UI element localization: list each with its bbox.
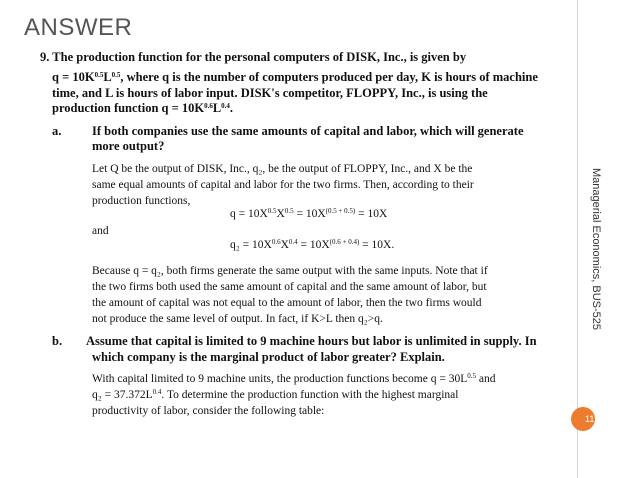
problem-line-1: 9. The production function for the personal computers of DISK, Inc., is given by: [40, 50, 467, 64]
part-b-question-2: which company is the marginal product of labor greater? Explain.: [92, 350, 445, 364]
part-a-text-2: same equal amounts of capital and labor for the two firms. Then, according to their: [92, 179, 474, 191]
part-a-result-4: not produce the same level of output. In fact, if K>L then q₂>q.: [92, 313, 383, 325]
problem-line-2: $q = 10K^{0.5}L^{0.5}$, where q is the number of computers produced per day, K is hours of machine: [52, 70, 538, 84]
part-a-result-2: the two firms both used the same amount of capital and the same amount of labor, but: [92, 281, 487, 293]
part-a-and: and: [92, 225, 109, 237]
divider-line: [577, 0, 578, 478]
slide-title: ANSWER: [24, 14, 133, 41]
part-a-result-1: Because q = q₂, both firms generate the same output with the same inputs. Note that if: [92, 265, 488, 277]
part-b-label: b.: [52, 334, 63, 348]
part-a-text-1: Let Q be the output of DISK, Inc., q₂, be the output of FLOPPY, Inc., and X be the: [92, 163, 473, 175]
part-a-label: a.: [52, 124, 62, 138]
problem-line-4: production function $q = 10K^{0.6}L^{0.4}$.: [52, 101, 234, 115]
page-number-badge: 11: [571, 407, 595, 431]
equation-floppy: $q_2 = 10X^{0.6}X^{0.4} = 10X^{(0.6 + 0.4)} = 10X$.: [230, 238, 395, 251]
equation-disk: $q = 10X^{0.5}X^{0.5} = 10X^{(0.5 + 0.5)} = 10X$: [230, 207, 388, 220]
part-a-question-2: more output?: [92, 139, 165, 153]
part-b-question-1: Assume that capital is limited to 9 machine hours but labor is unlimited in supply. In: [86, 334, 537, 348]
course-label: Managerial Economics, BUS-525: [590, 168, 602, 331]
part-a-text-3: production functions,: [92, 195, 191, 207]
part-a-question-1: If both companies use the same amounts of capital and labor, which will generate: [92, 124, 524, 138]
part-a-result-3: the amount of capital was not equal to the amount of labor, then the two firms would: [92, 297, 482, 309]
part-b-text-3: productivity of labor, consider the following table:: [92, 405, 325, 417]
problem-line-3: time, and L is hours of labor input. DISK's competitor, FLOPPY, Inc., is using the: [52, 86, 488, 100]
part-b-text-2: $q_2 = 37.372L^{0.4}$. To determine the production function with the highest marginal: [92, 388, 459, 401]
part-b-text-1: With capital limited to 9 machine units, the production functions become $q = 30L^{0.5}$ and: [92, 372, 496, 385]
